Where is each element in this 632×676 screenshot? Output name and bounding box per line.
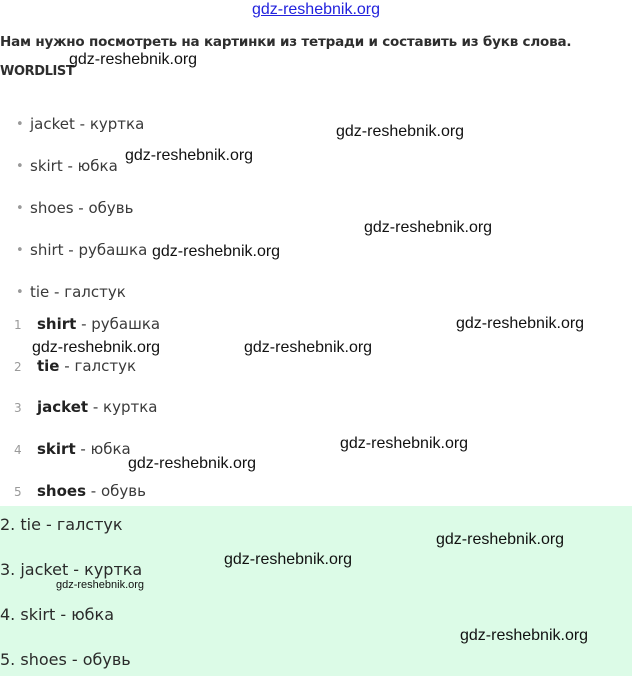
numbered-item-translation: - обувь bbox=[86, 482, 146, 500]
answer-item: 4. skirt - юбка bbox=[0, 605, 114, 624]
wordlist-item-text: skirt - юбка bbox=[30, 157, 118, 175]
watermark-text: gdz-reshebnik.org bbox=[364, 219, 493, 236]
numbered-item-translation: - галстук bbox=[59, 357, 137, 375]
wordlist-item-text: shoes - обувь bbox=[30, 199, 134, 217]
answer-item: 3. jacket - куртка bbox=[0, 560, 143, 579]
numbered-item bbox=[14, 398, 157, 416]
numbered-item bbox=[14, 440, 131, 458]
intro-text: Нам нужно посмотреть на картинки из тетради и составить из букв слова. bbox=[0, 34, 572, 50]
answer-item: 5. shoes - обувь bbox=[0, 650, 131, 669]
watermark-text: gdz-reshebnik.org bbox=[56, 579, 145, 591]
numbered-item bbox=[14, 482, 146, 500]
numbered-item-word: shirt bbox=[37, 315, 77, 333]
numbered-item-number: 2 bbox=[14, 360, 22, 374]
numbered-item-number: 5 bbox=[14, 485, 22, 499]
wordlist-item bbox=[16, 283, 126, 301]
watermark-text: gdz-reshebnik.org bbox=[340, 435, 469, 452]
numbered-item-translation: - куртка bbox=[88, 398, 158, 416]
numbered-item-word: jacket bbox=[37, 398, 89, 416]
numbered-item-number: 4 bbox=[14, 443, 22, 457]
numbered-item-number: 3 bbox=[14, 401, 22, 415]
bullet-icon: • bbox=[16, 117, 24, 132]
wordlist-item bbox=[16, 115, 144, 133]
numbered-item-number: 1 bbox=[14, 318, 22, 332]
watermark-text: gdz-reshebnik.org bbox=[336, 123, 465, 140]
watermark-text: gdz-reshebnik.org bbox=[69, 51, 198, 68]
wordlist-heading: WORDLIST bbox=[0, 64, 75, 79]
watermark-text: gdz-reshebnik.org bbox=[436, 531, 565, 548]
wordlist-item bbox=[16, 157, 118, 175]
bullet-icon: • bbox=[16, 285, 24, 300]
watermark-text: gdz-reshebnik.org bbox=[128, 455, 257, 472]
numbered-item-translation: - юбка bbox=[75, 440, 131, 458]
bullet-icon: • bbox=[16, 243, 24, 258]
watermark-text: gdz-reshebnik.org bbox=[460, 627, 589, 644]
watermark-text: gdz-reshebnik.org bbox=[456, 315, 585, 332]
numbered-item-word: tie bbox=[37, 357, 60, 375]
wordlist-item-text: jacket - куртка bbox=[30, 115, 145, 133]
watermark-text: gdz-reshebnik.org bbox=[244, 339, 373, 356]
numbered-item bbox=[14, 315, 160, 333]
site-header-link[interactable]: gdz-reshebnik.org bbox=[251, 1, 381, 18]
watermark-text: gdz-reshebnik.org bbox=[125, 147, 254, 164]
wordlist-item bbox=[16, 199, 133, 217]
numbered-item-word: shoes bbox=[37, 482, 87, 500]
wordlist-item-text: shirt - рубашка bbox=[30, 241, 148, 259]
numbered-item bbox=[14, 357, 136, 375]
numbered-item-translation: - рубашка bbox=[76, 315, 161, 333]
wordlist-item-text: tie - галстук bbox=[30, 283, 126, 301]
answer-item: 2. tie - галстук bbox=[0, 515, 123, 534]
bullet-icon: • bbox=[16, 159, 24, 174]
watermark-text: gdz-reshebnik.org bbox=[32, 339, 161, 356]
watermark-text: gdz-reshebnik.org bbox=[152, 243, 281, 260]
bullet-icon: • bbox=[16, 201, 24, 216]
watermark-text: gdz-reshebnik.org bbox=[224, 551, 353, 568]
numbered-item-word: skirt bbox=[37, 440, 76, 458]
wordlist-item bbox=[16, 241, 147, 259]
